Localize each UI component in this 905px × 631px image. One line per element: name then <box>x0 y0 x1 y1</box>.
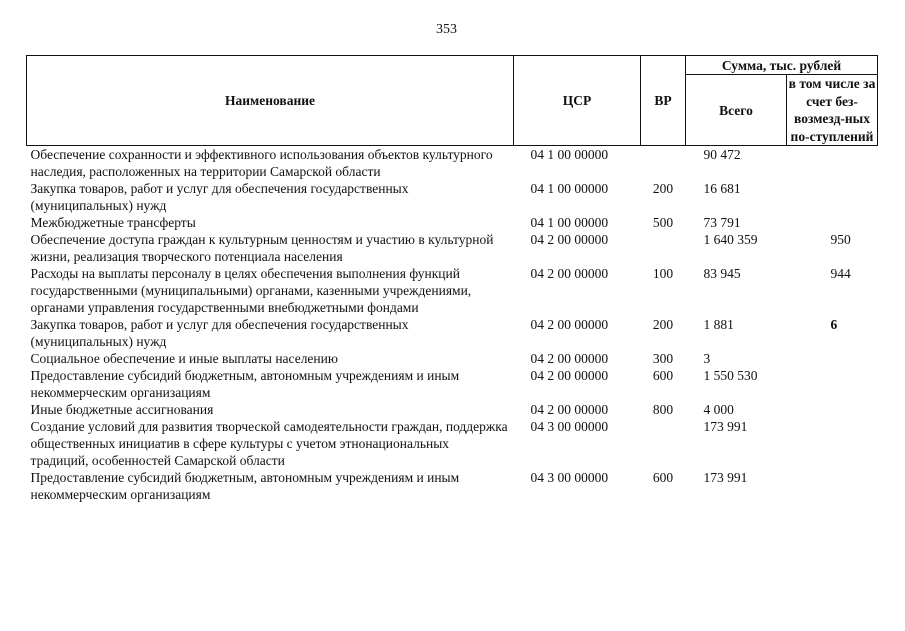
row-name: Предоставление субсидий бюджетным, автономным учреждениям и иным некоммерческим организациям <box>30 470 460 502</box>
row-free <box>787 146 878 181</box>
row-name: Предоставление субсидий бюджетным, автономным учреждениям и иным некоммерческим организациям <box>30 368 460 400</box>
row-total: 90 472 <box>703 147 741 162</box>
row-csr: 04 3 00 00000 <box>530 470 609 485</box>
row-free <box>787 367 878 401</box>
row-csr: 04 1 00 00000 <box>530 147 609 162</box>
row-csr: 04 2 00 00000 <box>530 317 609 332</box>
table-row <box>27 469 878 503</box>
row-csr: 04 2 00 00000 <box>530 351 609 366</box>
row-name: Обеспечение сохранности и эффективного использования объектов культурного наследия, расположенных на территории Самарской области <box>30 147 493 179</box>
row-free: 944 <box>830 266 851 281</box>
row-total: 4 000 <box>703 402 734 417</box>
row-vr: 300 <box>652 351 674 366</box>
table-row <box>27 265 878 316</box>
table-row <box>27 180 878 214</box>
header-free: в том числе за счет без-возмезд-ных по-ступлений <box>787 75 878 146</box>
row-name: Обеспечение доступа граждан к культурным ценностям и участию в культурной жизни, реализация творческого потенциала населения <box>30 232 494 264</box>
header-sum-group: Сумма, тыс. рублей <box>686 56 878 75</box>
header-name: Наименование <box>27 56 514 146</box>
row-free: 6 <box>830 317 838 332</box>
row-name: Межбюджетные трансферты <box>30 215 196 230</box>
row-csr: 04 3 00 00000 <box>530 419 609 434</box>
row-free: 950 <box>830 232 851 247</box>
header-csr: ЦСР <box>514 56 641 146</box>
row-vr <box>641 231 686 265</box>
row-name: Закупка товаров, работ и услуг для обеспечения государственных (муниципальных) нужд <box>30 317 409 349</box>
row-csr: 04 1 00 00000 <box>530 181 609 196</box>
row-name: Иные бюджетные ассигнования <box>30 402 214 417</box>
table-row <box>27 367 878 401</box>
header-total: Всего <box>686 75 787 146</box>
table-row <box>27 401 878 418</box>
row-total: 1 881 <box>703 317 734 332</box>
row-vr: 100 <box>652 266 674 281</box>
row-vr: 200 <box>652 317 674 332</box>
row-vr: 500 <box>652 215 674 230</box>
row-csr: 04 2 00 00000 <box>530 368 609 383</box>
budget-table <box>26 55 878 503</box>
table-row <box>27 214 878 231</box>
row-vr <box>641 418 686 469</box>
table-row <box>27 231 878 265</box>
row-name: Расходы на выплаты персоналу в целях обеспечения выполнения функций государственными (муниципальными) органами, казенными учреждениями, органами управления государственными внебюджетными фондами <box>30 266 472 315</box>
row-vr: 600 <box>652 470 674 485</box>
row-total: 83 945 <box>703 266 741 281</box>
row-total: 16 681 <box>703 181 741 196</box>
row-vr: 200 <box>652 181 674 196</box>
page-number: 353 <box>436 22 457 37</box>
table-body <box>27 146 878 504</box>
table-row <box>27 418 878 469</box>
header-vr: ВР <box>641 56 686 146</box>
row-name: Создание условий для развития творческой самодеятельности граждан, поддержка общественных инициатив в сфере культуры с учетом этнонациональных традиций, особенностей Самарской области <box>30 419 508 468</box>
table-row <box>27 316 878 350</box>
row-free <box>787 418 878 469</box>
row-total: 1 640 359 <box>703 232 758 247</box>
row-csr: 04 1 00 00000 <box>530 215 609 230</box>
row-csr: 04 2 00 00000 <box>530 232 609 247</box>
row-name: Закупка товаров, работ и услуг для обеспечения государственных (муниципальных) нужд <box>30 181 409 213</box>
row-vr <box>641 146 686 181</box>
row-free <box>787 214 878 231</box>
row-free <box>787 469 878 503</box>
row-free <box>787 350 878 367</box>
row-total: 173 991 <box>703 470 748 485</box>
row-total: 1 550 530 <box>703 368 758 383</box>
row-csr: 04 2 00 00000 <box>530 402 609 417</box>
row-free <box>787 401 878 418</box>
row-name: Социальное обеспечение и иные выплаты населению <box>30 351 338 366</box>
row-total: 3 <box>703 351 711 366</box>
table-row <box>27 350 878 367</box>
row-vr: 800 <box>652 402 674 417</box>
row-csr: 04 2 00 00000 <box>530 266 609 281</box>
row-total: 173 991 <box>703 419 748 434</box>
row-vr: 600 <box>652 368 674 383</box>
row-free <box>787 180 878 214</box>
row-total: 73 791 <box>703 215 741 230</box>
table-row <box>27 146 878 181</box>
